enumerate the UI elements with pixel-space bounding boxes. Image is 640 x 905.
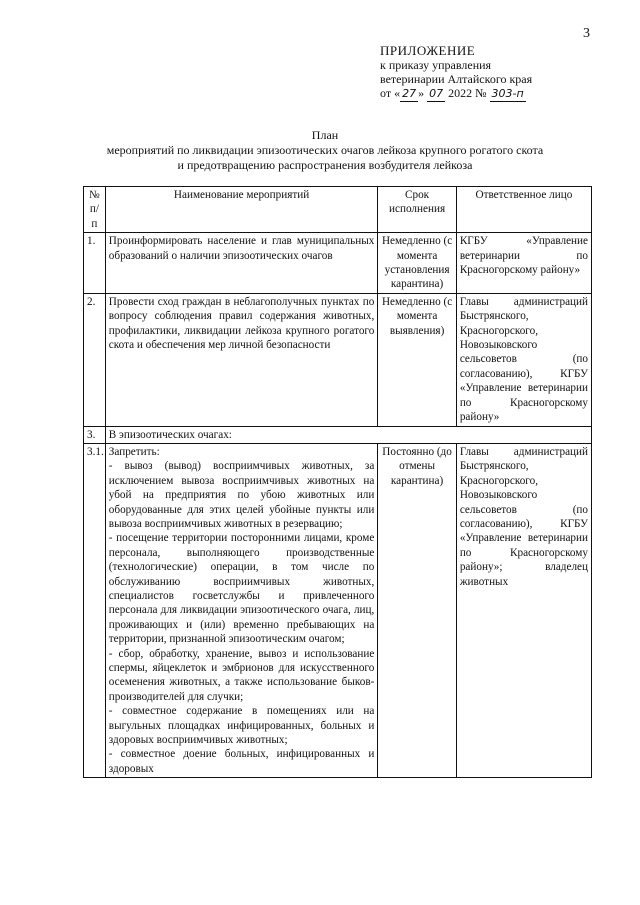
order-number: 303-п	[491, 87, 524, 100]
measure-line: - вывоз (вывод) восприимчивых животных, за исключением вывоза восприимчивых животных на убой на предприятия по убою животных или оборудованные для этих целей убойные пункты или вывоза восприимчивых животных в резервацию;	[108, 460, 375, 530]
date-mid: »	[418, 86, 425, 100]
row-section-title: В эпизоотических очагах:	[105, 426, 591, 443]
measure-line: - совместное доение больных, инфицированных и здоровых	[108, 748, 375, 775]
plan-header	[40, 128, 610, 173]
row-term: Постоянно (до отмены карантина)	[378, 443, 456, 777]
page-number: 3	[583, 26, 590, 41]
row-term: Немедленно (с момента установления карантина)	[378, 233, 456, 294]
table-row	[84, 443, 592, 777]
measure-line: - совместное содержание в помещениях или на выгульных площадках инфицированных, больных и здоровых восприимчивых животных;	[108, 705, 375, 747]
table-row	[84, 233, 592, 294]
plan-subtitle-1: мероприятий по ликвидации эпизоотических очагов лейкоза крупного рогатого скота	[106, 143, 544, 157]
appendix-title: ПРИЛОЖЕНИЕ	[380, 43, 476, 58]
row-name	[105, 443, 378, 777]
appendix-block	[380, 44, 532, 102]
header-term: Срок исполнения	[378, 187, 456, 233]
plan-title: План	[311, 128, 339, 142]
measure-line: - сбор, обработку, хранение, вывоз и использование спермы, яйцеклеток и эмбрионов для искусственного осеменения животных, а также использование быков-производителей для случки;	[108, 647, 375, 703]
table-row	[84, 293, 592, 426]
table-header-row	[84, 187, 592, 233]
measure-line: Запретить:	[108, 445, 160, 458]
header-num: № п/п	[84, 187, 106, 233]
date-year-no: 2022 №	[448, 86, 487, 100]
appendix-line-2: ветеринарии Алтайского края	[380, 72, 533, 86]
row-name: Проинформировать население и глав муниципальных образований о наличии эпизоотических очагов	[105, 233, 378, 294]
row-num: 3.1.	[84, 443, 106, 777]
row-responsible: КГБУ «Управление ветеринарии по Красногорскому району»	[456, 233, 591, 294]
appendix-date-line	[380, 86, 532, 102]
date-day: 27	[402, 87, 417, 100]
header-responsible: Ответственное лицо	[456, 187, 591, 233]
appendix-line-1: к приказу управления	[380, 58, 492, 72]
row-responsible: Главы администраций Быстрянского, Красногорского, Новозыковского сельсоветов (по согласованию), КГБУ «Управление ветеринарии по Красногорскому району»; владелец животных	[456, 443, 591, 777]
row-responsible: Главы администраций Быстрянского, Красногорского, Новозыковского сельсоветов (по согласованию), КГБУ «Управление ветеринарии по Красногорскому району»	[456, 293, 591, 426]
plan-table	[83, 186, 592, 778]
row-num: 2.	[84, 293, 106, 426]
measure-line: - посещение территории посторонними лицами, кроме персонала, выполняющего производственные (технологические) операции, в том числе по обслуживанию восприимчивых животных, специалистов госветслужбы и привлеченного персонала для ликвидации эпизоотического очага, лиц, проживающих и (или) временно пребывающих на территории, признанной эпизоотическим очагом;	[108, 532, 375, 646]
row-num: 3.	[84, 426, 106, 443]
plan-subtitle-2: и предотвращению распространения возбудителя лейкоза	[177, 158, 473, 172]
table-row	[84, 426, 592, 443]
row-name: Провести сход граждан в неблагополучных пунктах по вопросу соблюдения правил содержания животных, профилактики, ликвидации лейкоза крупного рогатого скота и обеспечения мер личной безопасности	[105, 293, 378, 426]
header-name: Наименование мероприятий	[105, 187, 378, 233]
row-num: 1.	[84, 233, 106, 294]
date-prefix: от «	[380, 86, 401, 100]
row-term: Немедленно (с момента выявления)	[378, 293, 456, 426]
date-month: 07	[429, 87, 444, 100]
